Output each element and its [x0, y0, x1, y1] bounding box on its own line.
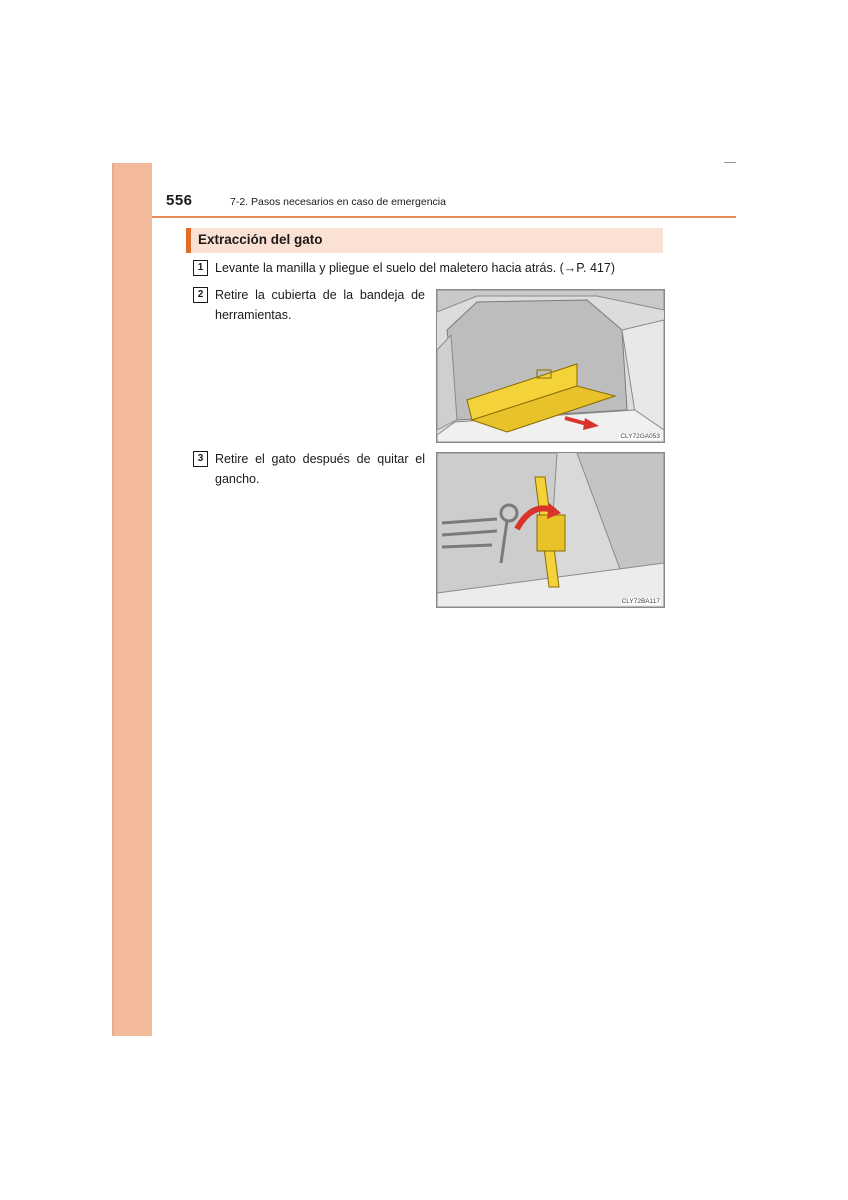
- crop-mark: [724, 162, 736, 163]
- step-number-2: 2: [193, 287, 208, 303]
- step-text-2: Retire la cubierta de la bandeja de herramientas.: [215, 288, 425, 322]
- trunk-drawing: [437, 290, 664, 442]
- side-tab-edge: [112, 163, 114, 1036]
- trunk-illustration: [436, 289, 665, 443]
- illustration-code: CLY72GA053: [620, 433, 660, 440]
- illustration-code: CLY72BA117: [621, 598, 660, 605]
- step-number-3: 3: [193, 451, 208, 467]
- section-path: 7-2. Pasos necesarios en caso de emergencia: [230, 196, 446, 208]
- section-heading: [186, 228, 663, 253]
- jack-illustration: [436, 452, 665, 608]
- step-number-1: 1: [193, 260, 208, 276]
- heading-accent-bar: [186, 228, 191, 253]
- section-title: Extracción del gato: [198, 232, 323, 247]
- chapter-side-tab: [112, 163, 152, 1036]
- jack-drawing: [437, 453, 664, 607]
- step-text-1: Levante la manilla y pliegue el suelo del maletero hacia atrás. (→P. 417): [215, 261, 615, 275]
- step-text-3: Retire el gato después de quitar el gancho.: [215, 452, 425, 486]
- header-rule: [152, 216, 736, 218]
- page-number: 556: [166, 192, 193, 209]
